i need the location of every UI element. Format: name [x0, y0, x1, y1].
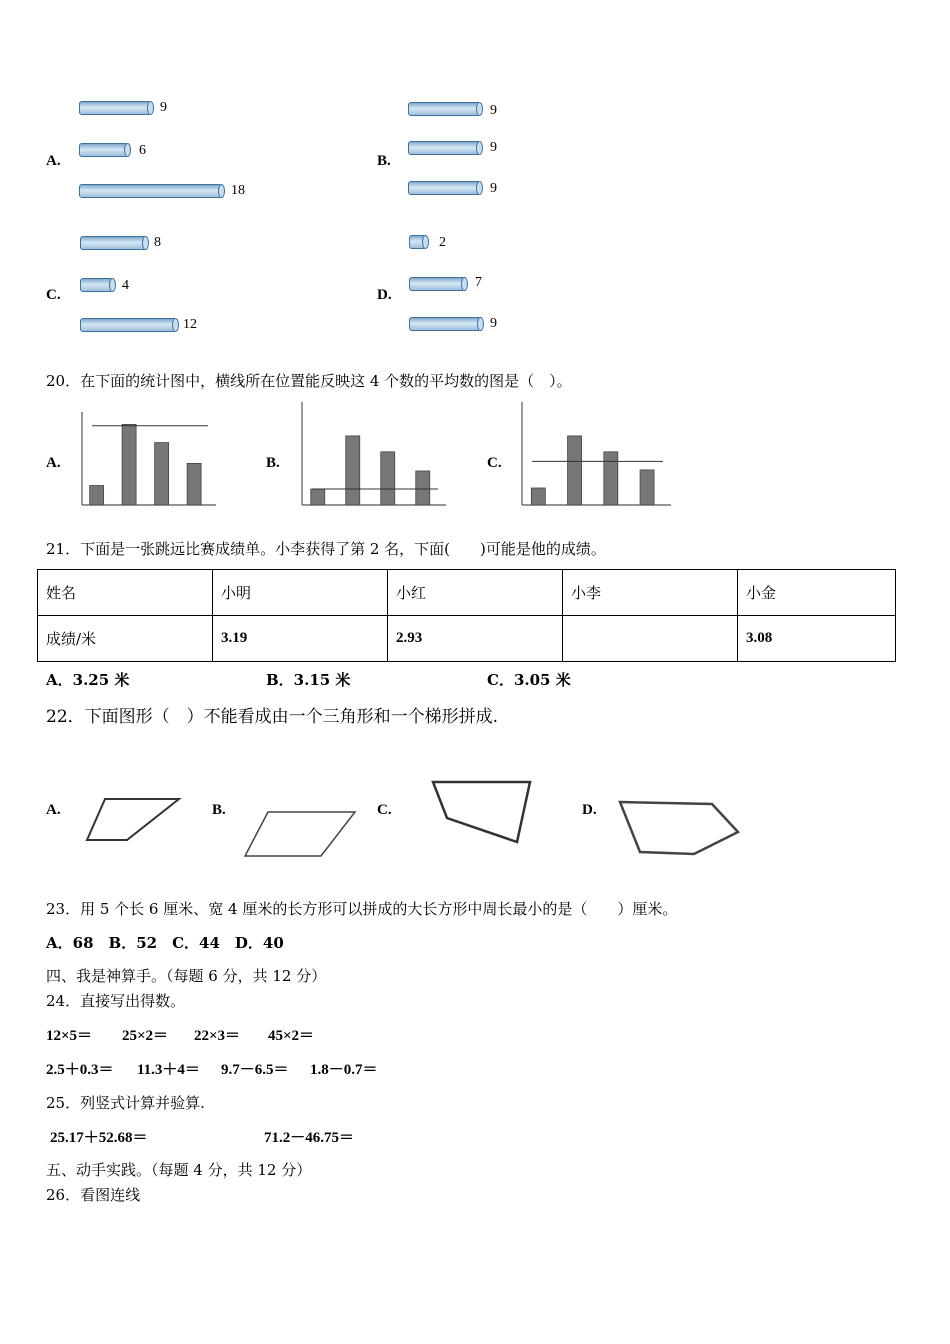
header-xiaojin: 小金 [738, 570, 896, 616]
q22-option-c-label: C. [377, 802, 392, 818]
score-table [37, 569, 896, 662]
q24-r2-4: 1.8－0.7＝ [310, 1062, 378, 1078]
q24-r1-4: 45×2＝ [268, 1028, 315, 1044]
bar-2 [346, 436, 360, 505]
q19-b-value-3: 9 [490, 181, 497, 196]
bar-3 [155, 443, 169, 505]
q19-d-value-1: 2 [439, 235, 446, 250]
q21-option-c: C．3.05 米 [487, 671, 571, 689]
q19-d-bar-1 [409, 235, 426, 249]
q19-d-value-3: 9 [490, 316, 497, 331]
q19-c-bar-3 [80, 318, 176, 332]
q20-option-b-label: B. [266, 455, 280, 471]
q19-option-a-label: A. [46, 153, 61, 169]
score-xiaojin: 3.08 [738, 616, 896, 662]
q24-r2-1: 2.5＋0.3＝ [46, 1062, 114, 1078]
q21-option-a: A．3.25 米 [46, 671, 130, 689]
q19-d-value-2: 7 [475, 275, 482, 290]
q22-option-d-label: D. [582, 802, 597, 818]
bar-1 [90, 486, 104, 506]
q24-r2-3: 9.7－6.5＝ [221, 1062, 289, 1078]
header-name: 姓名 [38, 570, 213, 616]
q19-c-bar-2 [80, 278, 113, 292]
q20-chart-c [510, 400, 675, 510]
q22-shape-b [238, 805, 363, 865]
score-xiaoli [563, 616, 738, 662]
row-label: 成绩/米 [38, 616, 213, 662]
q24-question: 24．直接写出得数。 [46, 992, 186, 1010]
q22-option-b-label: B. [212, 802, 226, 818]
q19-b-bar-1 [408, 102, 480, 116]
q25-question: 25．列竖式计算并验算. [46, 1094, 205, 1112]
q24-r1-3: 22×3＝ [194, 1028, 241, 1044]
q23-options: A．68 B．52 C．44 D．40 [46, 934, 284, 952]
bar-2 [568, 436, 582, 505]
bar-1 [531, 488, 545, 505]
q19-option-b-label: B. [377, 153, 391, 169]
q19-d-bar-3 [409, 317, 481, 331]
q19-c-value-2: 4 [122, 278, 129, 293]
q19-a-value-2: 6 [139, 143, 146, 158]
q21-option-b: B．3.15 米 [266, 671, 351, 689]
q19-c-value-1: 8 [154, 235, 161, 250]
table-header-row [38, 570, 896, 616]
bar-4 [416, 471, 430, 505]
q20-chart-b [290, 400, 450, 510]
bar-4 [640, 470, 654, 505]
score-xiaohong: 2.93 [388, 616, 563, 662]
score-xiaoming: 3.19 [213, 616, 388, 662]
section-4-title: 四、我是神算手。（每题 6 分，共 12 分） [46, 967, 327, 985]
q25-calc-2: 71.2－46.75＝ [264, 1130, 355, 1146]
header-xiaohong: 小红 [388, 570, 563, 616]
q19-b-bar-3 [408, 181, 480, 195]
q19-c-bar-1 [80, 236, 146, 250]
bar-2 [122, 424, 136, 505]
q19-b-value-1: 9 [490, 103, 497, 118]
table-row [38, 616, 896, 662]
q19-b-bar-2 [408, 141, 480, 155]
q22-shape-a [80, 790, 190, 850]
q20-chart-a [70, 410, 220, 510]
section-5-title: 五、动手实践。（每题 4 分，共 12 分） [46, 1161, 312, 1179]
bar-3 [604, 452, 618, 505]
q19-option-c-label: C. [46, 287, 61, 303]
q26-question: 26．看图连线 [46, 1186, 141, 1204]
q19-a-value-1: 9 [160, 100, 167, 115]
q22-option-a-label: A. [46, 802, 61, 818]
q20-question: 20．在下面的统计图中，横线所在位置能反映这 4 个数的平均数的图是（ ）。 [46, 372, 572, 390]
bar-4 [187, 463, 201, 505]
bar-1 [311, 489, 325, 505]
q24-r1-2: 25×2＝ [122, 1028, 169, 1044]
q19-b-value-2: 9 [490, 140, 497, 155]
q22-shape-c [425, 770, 540, 850]
q20-option-c-label: C. [487, 455, 502, 471]
q23-question: 23．用 5 个长 6 厘米、宽 4 厘米的长方形可以拼成的大长方形中周长最小的是（ ）厘米。 [46, 900, 678, 918]
q19-a-bar-3 [79, 184, 222, 198]
q25-calc-1: 25.17＋52.68＝ [50, 1130, 148, 1146]
q24-r1-1: 12×5＝ [46, 1028, 93, 1044]
q19-a-bar-2 [79, 143, 128, 157]
q21-question: 21．下面是一张跳远比赛成绩单。小李获得了第 2 名，下面( )可能是他的成绩。 [46, 540, 606, 558]
header-xiaoli: 小李 [563, 570, 738, 616]
q20-option-a-label: A. [46, 455, 61, 471]
q22-question: 22．下面图形（ ）不能看成由一个三角形和一个梯形拼成. [46, 707, 499, 727]
bar-3 [381, 452, 395, 505]
q19-c-value-3: 12 [183, 317, 197, 332]
q19-option-d-label: D. [377, 287, 392, 303]
header-xiaoming: 小明 [213, 570, 388, 616]
q22-shape-d [612, 792, 747, 862]
q19-d-bar-2 [409, 277, 465, 291]
q24-r2-2: 11.3＋4＝ [137, 1062, 200, 1078]
q19-a-value-3: 18 [231, 183, 245, 198]
q19-a-bar-1 [79, 101, 151, 115]
